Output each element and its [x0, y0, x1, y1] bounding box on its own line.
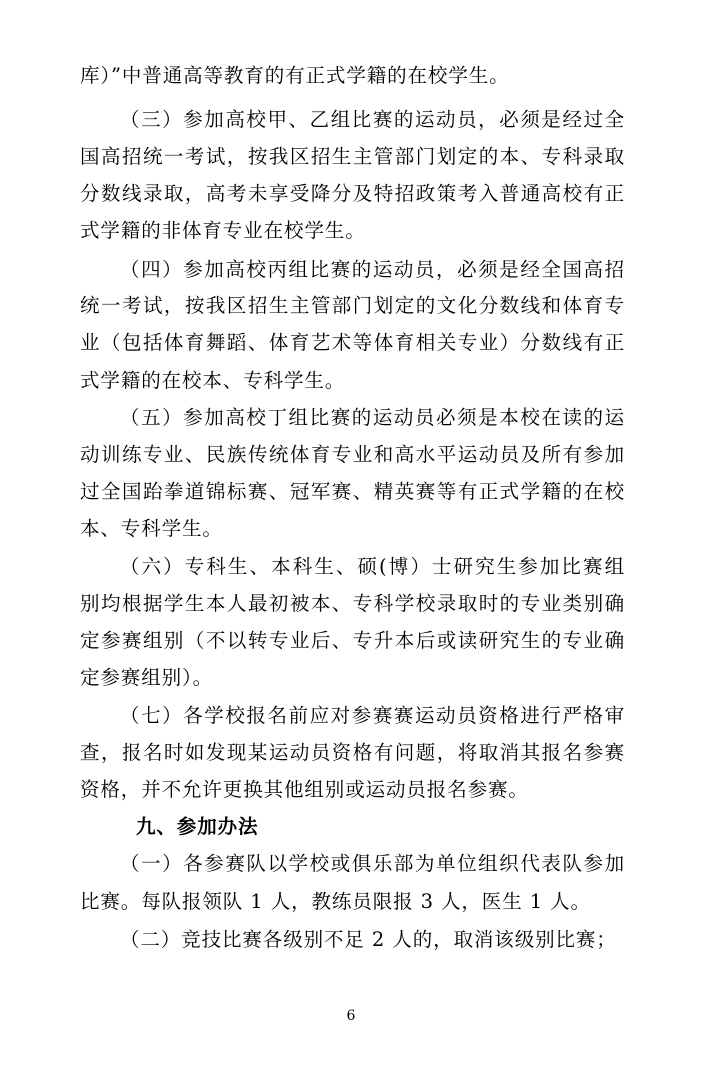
- text-line: （五）参加高校丁组比赛的运动员必须是本校在读的运: [120, 406, 625, 429]
- text-line: （四）参加高校丙组比赛的运动员，必须是经全国高招: [120, 258, 625, 281]
- text-line: （一）各参赛队以学校或俱乐部为单位组织代表队参加: [120, 852, 625, 875]
- page-number: 6: [346, 1008, 356, 1024]
- text-line: 查，报名时如发现某运动员资格有问题，将取消其报名参赛: [80, 741, 625, 764]
- text-line: 业（包括体育舞蹈、体育艺术等体育相关专业）分数线有正: [80, 331, 625, 354]
- text-line: 资格，并不允许更换其他组别或运动员报名参赛。: [80, 778, 529, 801]
- text-line: 国高招统一考试，按我区招生主管部门划定的本、专科录取: [80, 145, 625, 168]
- text-line: 统一考试，按我区招生主管部门划定的文化分数线和体育专: [80, 294, 625, 317]
- text-line: （六）专科生、本科生、硕(博）士研究生参加比赛组: [120, 555, 625, 578]
- text-line: 分数线录取，高考未享受降分及特招政策考入普通高校有正: [80, 182, 625, 205]
- text-line: 式学籍的非体育专业在校学生。: [80, 219, 366, 242]
- text-line: 定参赛组别（不以转专业后、专升本后或读研究生的专业确: [80, 629, 625, 652]
- section-heading: 九、参加办法: [136, 815, 259, 838]
- text-line: 式学籍的在校本、专科学生。: [80, 369, 346, 392]
- text-line: 动训练专业、民族传统体育专业和高水平运动员及所有参加: [80, 443, 625, 466]
- text-line: 库）”中普通高等教育的有正式学籍的在校学生。: [80, 64, 510, 87]
- text-line: 别均根据学生本人最初被本、专科学校录取时的专业类别确: [80, 592, 625, 615]
- text-line: （七）各学校报名前应对参赛赛运动员资格进行严格审: [120, 704, 625, 727]
- text-line: 过全国跆拳道锦标赛、冠军赛、精英赛等有正式学籍的在校: [80, 480, 625, 503]
- text-line: 本、专科学生。: [80, 517, 223, 540]
- text-line: 比赛。每队报领队 1 人，教练员限报 3 人，医生 1 人。: [80, 890, 591, 913]
- text-line: （三）参加高校甲、乙组比赛的运动员，必须是经过全: [120, 108, 625, 131]
- text-line: 定参赛组别）。: [80, 666, 214, 689]
- text-line: （二）竞技比赛各级别不足 2 人的，取消该级别比赛；: [120, 928, 617, 951]
